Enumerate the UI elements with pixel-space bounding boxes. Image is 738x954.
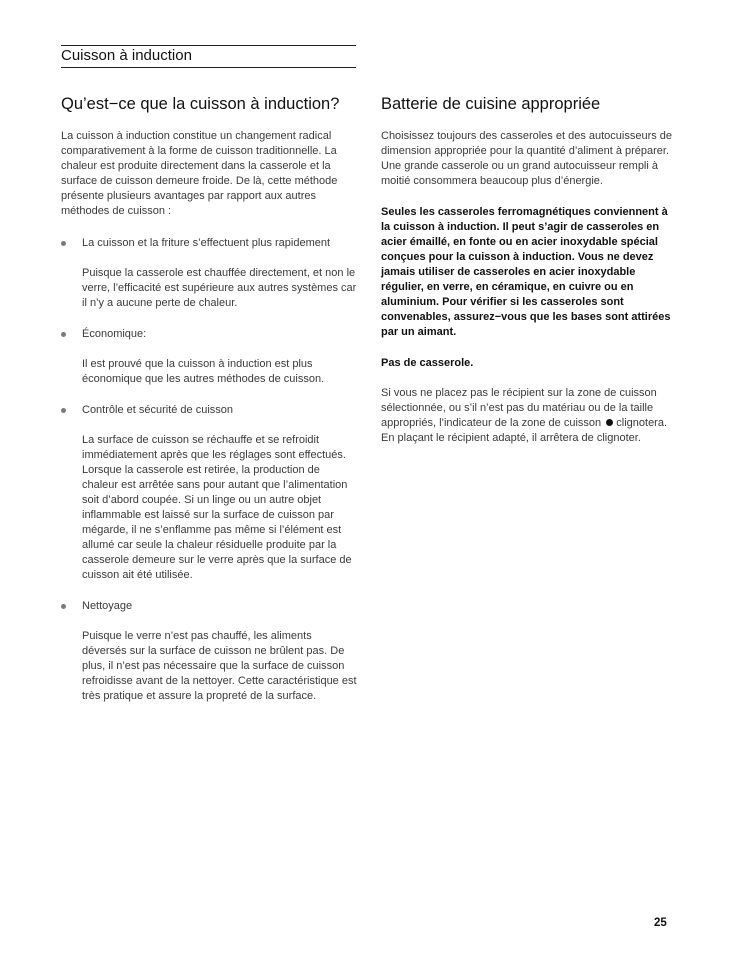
bullet-label: La cuisson et la friture s’effectuent plus rapidement — [82, 237, 331, 249]
bullet-item — [61, 327, 357, 387]
left-heading: Qu’est−ce que la cuisson à induction? — [61, 95, 340, 113]
right-column — [381, 92, 679, 446]
no-pan-paragraph — [381, 386, 679, 446]
bullet-item — [61, 236, 357, 311]
bullet-label: Contrôle et sécurité de cuisson — [82, 404, 234, 416]
bullet-body: La surface de cuisson se réchauffe et se refroidit immédiatement après que les réglages sont effectués. Lorsque la casserole est retirée, la production de chaleur est arrêtée sans pour autant que l’alimentation soit d’abord coupée. Si un linge ou un autre objet inflammable est laissé sur la surface de cuisson par mégarde, il ne s’enflamme pas même si l’élément est allumé car seule la chaleur résiduelle produite par la casserole demeure sur le verre après que la surface de cuisson ait été utilisée. — [82, 434, 352, 581]
bullet-dot-icon — [61, 241, 66, 246]
intro-paragraph: La cuisson à induction constitue un changement radical comparativement à la forme de cuisson traditionnelle. La chaleur est produite directement dans la casserole et la surface de cuisson demeure froide. De là, cette méthode présente plusieurs avantages par rapport aux autres méthodes de cuisson : — [61, 130, 338, 217]
ferromagnetic-paragraph: Seules les casseroles ferromagnétiques conviennent à la cuisson à induction. Il peut s’agir de casseroles en acier émaillé, en fonte ou en acier inoxydable spécial conçues pour la cuisson à induction. Vous ne devez jamais utiliser de casseroles en acier inoxydable régulier, en verre, en céramique, en cuivre ou en aluminium. Pour vérifier si les casseroles sont convenables, assurez−vous que les bases sont attirées par un aimant. — [381, 206, 671, 338]
section-header — [61, 45, 356, 68]
bullet-label: Économique: — [82, 328, 147, 340]
no-pan-subheading: Pas de casserole. — [381, 357, 474, 369]
bullet-body: Puisque le verre n’est pas chauffé, les aliments déversés sur la surface de cuisson ne brûlent pas. De plus, il n’est pas nécessaire que la surface de cuisson refroidisse avant de la nettoyer. Cette caractéristique est très pratique et assure la propreté de la surface. — [82, 630, 357, 702]
page-number: 25 — [654, 917, 667, 929]
right-heading: Batterie de cuisine appropriée — [381, 95, 601, 113]
cookware-paragraph: Choisissez toujours des casseroles et des autocuisseurs de dimension appropriée pour la quantité d’aliment à préparer. Une grande casserole ou un grand autocuisseur rempli à moitié consommera beaucoup plus d’énergie. — [381, 130, 673, 187]
no-pan-text-after: clignotera. En plaçant le récipient adapté, il arrêtera de clignoter. — [381, 417, 668, 444]
bullet-body: Puisque la casserole est chauffée directement, et non le verre, l’efficacité est supérieure aux autres systèmes car il n’y a aucune perte de chaleur. — [82, 267, 357, 309]
section-title: Cuisson à induction — [61, 47, 192, 64]
left-column — [61, 92, 357, 720]
no-pan-text-before: Si vous ne placez pas le récipient sur la zone de cuisson sélectionnée, ou s’il n’est pas du matériau ou de la taille appropriés, l’indicateur de la zone de cuisson — [381, 387, 657, 429]
indicator-dot-icon — [606, 419, 613, 426]
bullet-dot-icon — [61, 408, 66, 413]
bullet-body: Il est prouvé que la cuisson à induction est plus économique que les autres méthodes de cuisson. — [82, 358, 325, 385]
bullet-item — [61, 403, 357, 583]
bullet-dot-icon — [61, 332, 66, 337]
bullet-dot-icon — [61, 604, 66, 609]
bullet-item — [61, 599, 357, 704]
bullet-label: Nettoyage — [82, 600, 133, 612]
